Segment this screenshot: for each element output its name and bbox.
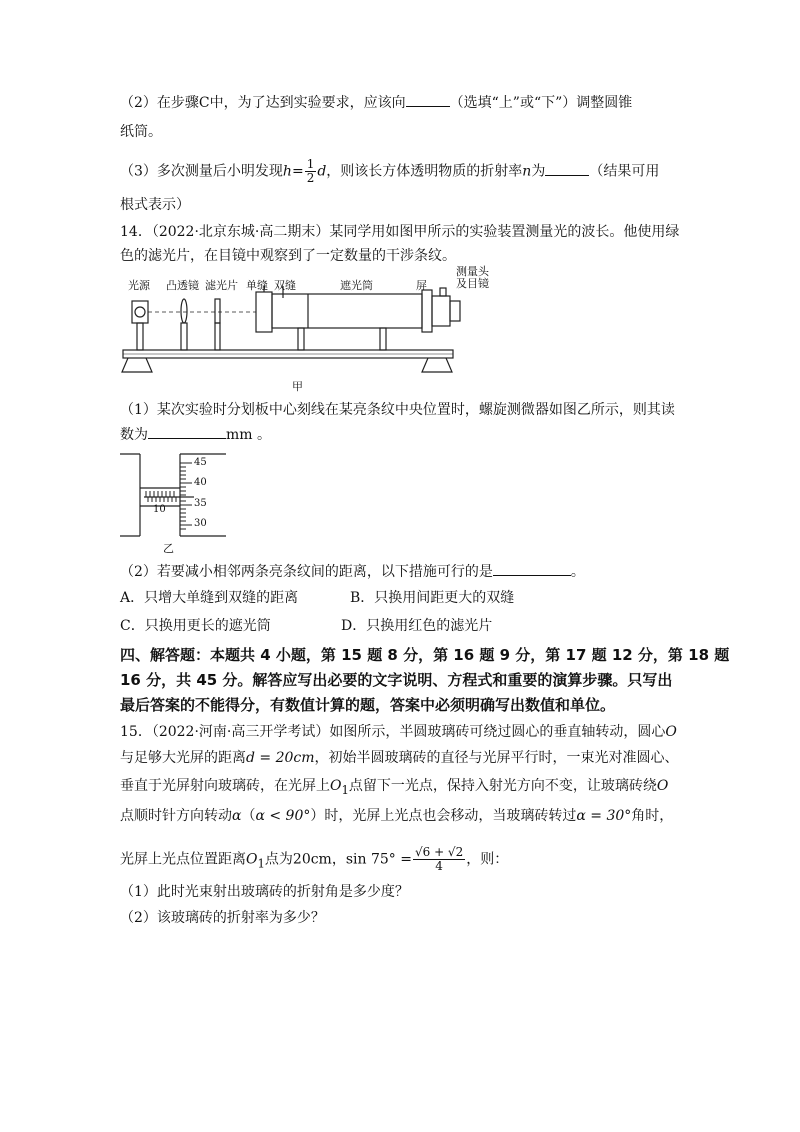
q15-line2: 与足够大光屏的距离d = 20cm，初始半圆玻璃砖的直径与光屏平行时，一束光对准圆心、 — [120, 750, 679, 766]
q14-part1-line2: 数为 mm 。 — [120, 424, 271, 445]
answer-blank[interactable] — [545, 161, 589, 176]
section-4-line1: 四、解答题：本题共 4 小题，第 15 题 8 分，第 16 题 9 分，第 17 题 12 分，第 18 题 — [120, 646, 730, 664]
micrometer-tick-40: 40 — [194, 477, 207, 488]
section-4-line3: 最后答案的不能得分，有数值计算的题，答案中必须明确写出数值和单位。 — [120, 696, 616, 714]
label-single-slit: 单缝 — [246, 279, 268, 292]
label-convex-lens: 凸透镜 — [166, 279, 199, 292]
q15-line1: 15．（2022·河南·高三开学考试）如图所示，半圆玻璃砖可绕过圆心的垂直轴转动，圆心O — [120, 724, 677, 740]
q13-part2-line2: 纸筒。 — [120, 124, 162, 140]
q15-sub1: （1）此时光束射出玻璃砖的折射角是多少度？ — [120, 884, 409, 900]
q14-stem-line2: 色的滤光片，在目镜中观察到了一定数量的干涉条纹。 — [120, 248, 456, 264]
q15-sub2: （2）该玻璃砖的折射率为多少？ — [120, 910, 325, 926]
micrometer-main-label: 10 — [153, 504, 166, 515]
answer-blank[interactable] — [493, 561, 571, 576]
micrometer-tick-30: 30 — [194, 518, 207, 529]
option-b[interactable]: B．只换用间距更大的双缝 — [350, 590, 515, 606]
figure-b-caption: 乙 — [163, 542, 174, 555]
label-filter: 滤光片 — [205, 279, 238, 292]
option-d[interactable]: D．只换用红色的滤光片 — [341, 618, 493, 634]
label-tube: 遮光筒 — [340, 279, 373, 292]
q13-part3-line2: 根式表示） — [120, 197, 190, 213]
section-4-line2: 16 分，共 45 分。解答应写出必要的文字说明、方程式和重要的演算步骤。只写出 — [120, 671, 673, 689]
q14-stem-line1: 14．（2022·北京东城·高二期末）某同学用如图甲所示的实验装置测量光的波长。他使用绿 — [120, 224, 680, 240]
q15-line3: 垂直于光屏射向玻璃砖，在光屏上$O_1$点留下一光点，保持入射光方向不变，让玻璃砖绕O — [120, 778, 669, 797]
micrometer-figure — [120, 448, 250, 548]
sin-fraction: $\frac{√6 + √2}{4}$ — [414, 845, 464, 873]
q13-part3-line1: （3）多次测量后小明发现h= $\frac{1}{2}$ d，则该长方体透明物质的折射率n为 （结果可用 — [120, 157, 660, 185]
label-light-source: 光源 — [128, 279, 150, 292]
label-screen: 屏 — [416, 279, 427, 292]
label-double-slit: 双缝 — [274, 279, 296, 292]
q15-line4: 点顺时针方向转动α（α < 90°）时，光屏上光点也会移动，当玻璃砖转过α = 30°角时， — [120, 808, 674, 824]
option-a[interactable]: A．只增大单缝到双缝的距离 — [120, 590, 299, 606]
answer-blank[interactable] — [148, 424, 226, 439]
figure-a-caption: 甲 — [292, 380, 303, 393]
q13-part2-line1: （2）在步骤C中，为了达到实验要求，应该向 （选填“上”或“下”）调整圆锥 — [120, 92, 632, 113]
option-c[interactable]: C．只换用更长的遮光筒 — [120, 618, 271, 634]
fraction: $\frac{1}{2}$ — [306, 157, 315, 185]
q14-part1-line1: （1）某次实验时分划板中心刻线在某亮条纹中央位置时，螺旋测微器如图乙所示，则其读 — [120, 402, 675, 418]
micrometer-tick-45: 45 — [194, 457, 207, 468]
q15-line5: 光屏上光点位置距离$O_1$点为20cm，sin 75° = $\frac{√6 + √2}{4}$ ，则： — [120, 845, 509, 873]
micrometer-tick-35: 35 — [194, 498, 207, 509]
q14-part2: （2）若要减小相邻两条亮条纹间的距离，以下措施可行的是 。 — [120, 561, 585, 582]
answer-blank[interactable] — [406, 92, 450, 107]
label-eyepiece: 测量头及目镜 — [456, 265, 489, 290]
